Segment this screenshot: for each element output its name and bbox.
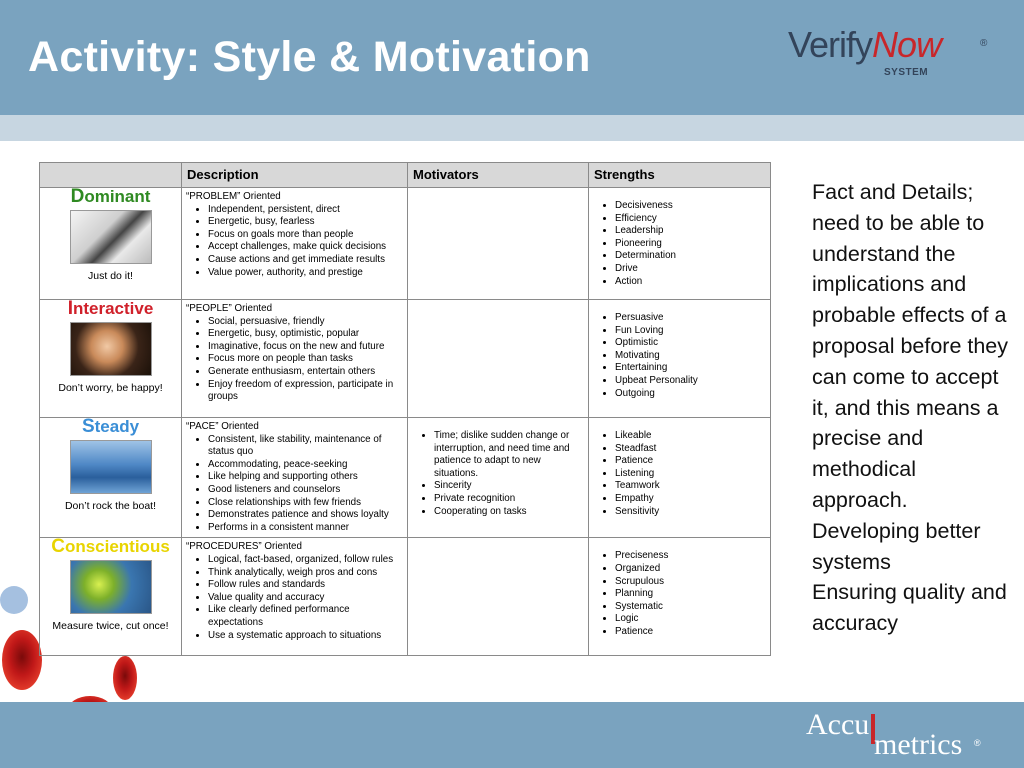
style-name-rest: ominant bbox=[84, 187, 151, 206]
strength-item: • Patience bbox=[615, 455, 766, 468]
side-note: Ensuring quality and accuracy bbox=[812, 580, 1007, 636]
style-photo bbox=[70, 322, 152, 376]
motivator-item: • Sincerity bbox=[434, 480, 584, 493]
strength-item: • Action bbox=[615, 276, 766, 289]
style-table bbox=[39, 162, 771, 656]
strength-item: • Sensitivity bbox=[615, 506, 766, 519]
virus-particle bbox=[0, 586, 28, 614]
strength-item: • Systematic bbox=[615, 601, 766, 614]
style-name-rest: teady bbox=[94, 417, 140, 436]
table-row bbox=[40, 538, 771, 656]
table-header-row bbox=[40, 163, 771, 188]
description-item: • Focus on goals more than people bbox=[208, 229, 403, 242]
strengths-list bbox=[593, 430, 766, 518]
strength-item: • Planning bbox=[615, 588, 766, 601]
logo-reg-mark: ® bbox=[980, 38, 988, 49]
accumetrics-logo bbox=[806, 708, 1006, 761]
strength-item: • Scrupulous bbox=[615, 576, 766, 589]
motivator-item: • Private recognition bbox=[434, 493, 584, 506]
strength-item: • Outgoing bbox=[615, 388, 766, 401]
strengths-cell bbox=[589, 188, 771, 300]
description-item: • Demonstrates patience and shows loyalty bbox=[208, 509, 403, 522]
strength-item: • Organized bbox=[615, 563, 766, 576]
style-name bbox=[44, 298, 177, 319]
logo-reg-mark: ® bbox=[974, 738, 981, 748]
style-initial: I bbox=[67, 298, 73, 319]
motivators-list bbox=[412, 430, 584, 518]
description-item: • Value quality and accuracy bbox=[208, 592, 403, 605]
strength-item: • Determination bbox=[615, 250, 766, 263]
description-item: • Imaginative, focus on the new and future bbox=[208, 341, 403, 354]
table-row bbox=[40, 188, 771, 300]
description-item: • Enjoy freedom of expression, participate in groups bbox=[208, 379, 403, 404]
logo-verify-text: Verify bbox=[788, 24, 873, 65]
style-cell bbox=[40, 418, 182, 538]
style-initial: D bbox=[70, 186, 85, 207]
description-item: • Focus more on people than tasks bbox=[208, 353, 403, 366]
motivators-cell bbox=[408, 538, 589, 656]
strength-item: • Optimistic bbox=[615, 337, 766, 350]
motivators-cell bbox=[408, 418, 589, 538]
logo-metrics-text: metrics bbox=[874, 728, 963, 761]
style-cell bbox=[40, 188, 182, 300]
strength-item: • Leadership bbox=[615, 225, 766, 238]
description-item: • Like clearly defined performance expectations bbox=[208, 604, 403, 629]
description-item: • Energetic, busy, fearless bbox=[208, 216, 403, 229]
style-caption: Measure twice, cut once! bbox=[52, 619, 169, 632]
strength-item: • Patience bbox=[615, 626, 766, 639]
strength-item: • Decisiveness bbox=[615, 200, 766, 213]
strength-item: • Listening bbox=[615, 468, 766, 481]
description-item: • Follow rules and standards bbox=[208, 579, 403, 592]
strengths-list bbox=[593, 550, 766, 638]
description-item: • Think analytically, weigh pros and cons bbox=[208, 567, 403, 580]
style-photo bbox=[70, 560, 152, 614]
style-caption: Don’t rock the boat! bbox=[64, 499, 157, 512]
description-item: • Social, persuasive, friendly bbox=[208, 316, 403, 329]
strength-item: • Drive bbox=[615, 263, 766, 276]
description-item: • Consistent, like stability, maintenance of status quo bbox=[208, 434, 403, 459]
description-cell bbox=[182, 538, 408, 656]
motivators-cell bbox=[408, 300, 589, 418]
description-item: • Cause actions and get immediate results bbox=[208, 254, 403, 267]
header-stripe bbox=[0, 115, 1024, 141]
strength-item: • Motivating bbox=[615, 350, 766, 363]
description-item: • Energetic, busy, optimistic, popular bbox=[208, 328, 403, 341]
blood-cell bbox=[2, 630, 42, 690]
style-cell bbox=[40, 538, 182, 656]
column-header bbox=[40, 163, 182, 188]
side-notes bbox=[812, 177, 1017, 639]
side-note: Developing better systems bbox=[812, 518, 981, 574]
description-list bbox=[186, 204, 403, 280]
description-cell bbox=[182, 188, 408, 300]
style-initial: S bbox=[81, 416, 95, 437]
style-name bbox=[44, 186, 177, 207]
strength-item: • Fun Loving bbox=[615, 325, 766, 338]
description-item: • Close relationships with few friends bbox=[208, 497, 403, 510]
description-item: • Independent, persistent, direct bbox=[208, 204, 403, 217]
strength-item: • Preciseness bbox=[615, 550, 766, 563]
strength-item: • Likeable bbox=[615, 430, 766, 443]
description-list bbox=[186, 434, 403, 535]
description-list bbox=[186, 554, 403, 642]
description-item: • Good listeners and counselors bbox=[208, 484, 403, 497]
strength-item: • Steadfast bbox=[615, 443, 766, 456]
strengths-list bbox=[593, 312, 766, 400]
style-name bbox=[44, 416, 177, 437]
strength-item: • Teamwork bbox=[615, 480, 766, 493]
style-photo bbox=[70, 440, 152, 494]
description-item: • Accommodating, peace-seeking bbox=[208, 459, 403, 472]
logo-now-text: Now bbox=[872, 24, 942, 65]
style-name bbox=[44, 536, 177, 558]
style-caption: Don’t worry, be happy! bbox=[58, 381, 163, 394]
style-name-rest: nteractive bbox=[72, 299, 154, 318]
description-cell bbox=[182, 300, 408, 418]
style-name-rest: onscientious bbox=[64, 537, 170, 557]
motivators-cell bbox=[408, 188, 589, 300]
logo-accu-text: Accu bbox=[806, 708, 870, 741]
style-initial: C bbox=[51, 536, 65, 558]
strength-item: • Persuasive bbox=[615, 312, 766, 325]
description-item: • Generate enthusiasm, entertain others bbox=[208, 366, 403, 379]
logo-system-text: SYSTEM bbox=[884, 67, 929, 78]
motivator-item: • Time; dislike sudden change or interruption, and need time and patience to adapt to new situations. bbox=[434, 430, 584, 480]
strength-item: • Entertaining bbox=[615, 362, 766, 375]
slide-title: Activity: Style & Motivation bbox=[28, 33, 591, 81]
strength-item: • Empathy bbox=[615, 493, 766, 506]
blood-cell bbox=[113, 656, 137, 700]
column-header: Description bbox=[182, 163, 408, 188]
verifynow-logo bbox=[788, 24, 1008, 94]
strengths-cell bbox=[589, 418, 771, 538]
description-item: • Accept challenges, make quick decisions bbox=[208, 241, 403, 254]
header-bar bbox=[0, 0, 1024, 115]
strength-item: • Upbeat Personality bbox=[615, 375, 766, 388]
style-caption: Just do it! bbox=[88, 269, 133, 282]
column-header: Strengths bbox=[589, 163, 771, 188]
description-item: • Performs in a consistent manner bbox=[208, 522, 403, 535]
description-list bbox=[186, 316, 403, 404]
orientation-label: “PROBLEM” Oriented bbox=[186, 191, 281, 202]
motivator-item: • Cooperating on tasks bbox=[434, 506, 584, 519]
strength-item: • Efficiency bbox=[615, 213, 766, 226]
description-item: • Value power, authority, and prestige bbox=[208, 267, 403, 280]
strength-item: • Logic bbox=[615, 613, 766, 626]
style-photo bbox=[70, 210, 152, 264]
description-cell bbox=[182, 418, 408, 538]
strengths-list bbox=[593, 200, 766, 288]
strength-item: • Pioneering bbox=[615, 238, 766, 251]
description-item: • Logical, fact-based, organized, follow rules bbox=[208, 554, 403, 567]
orientation-label: “PEOPLE” Oriented bbox=[186, 303, 273, 314]
orientation-label: “PROCEDURES” Oriented bbox=[186, 541, 302, 553]
column-header: Motivators bbox=[408, 163, 589, 188]
side-note: Fact and Details; need to be able to understand the implications and probable effects of a proposal before they can come to accept it, and this means a precise and methodical approach. bbox=[812, 180, 1009, 512]
description-item: • Use a systematic approach to situations bbox=[208, 630, 403, 643]
strengths-cell bbox=[589, 538, 771, 656]
orientation-label: “PACE” Oriented bbox=[186, 421, 259, 432]
style-cell bbox=[40, 300, 182, 418]
description-item: • Like helping and supporting others bbox=[208, 471, 403, 484]
strengths-cell bbox=[589, 300, 771, 418]
table-row bbox=[40, 418, 771, 538]
table-row bbox=[40, 300, 771, 418]
